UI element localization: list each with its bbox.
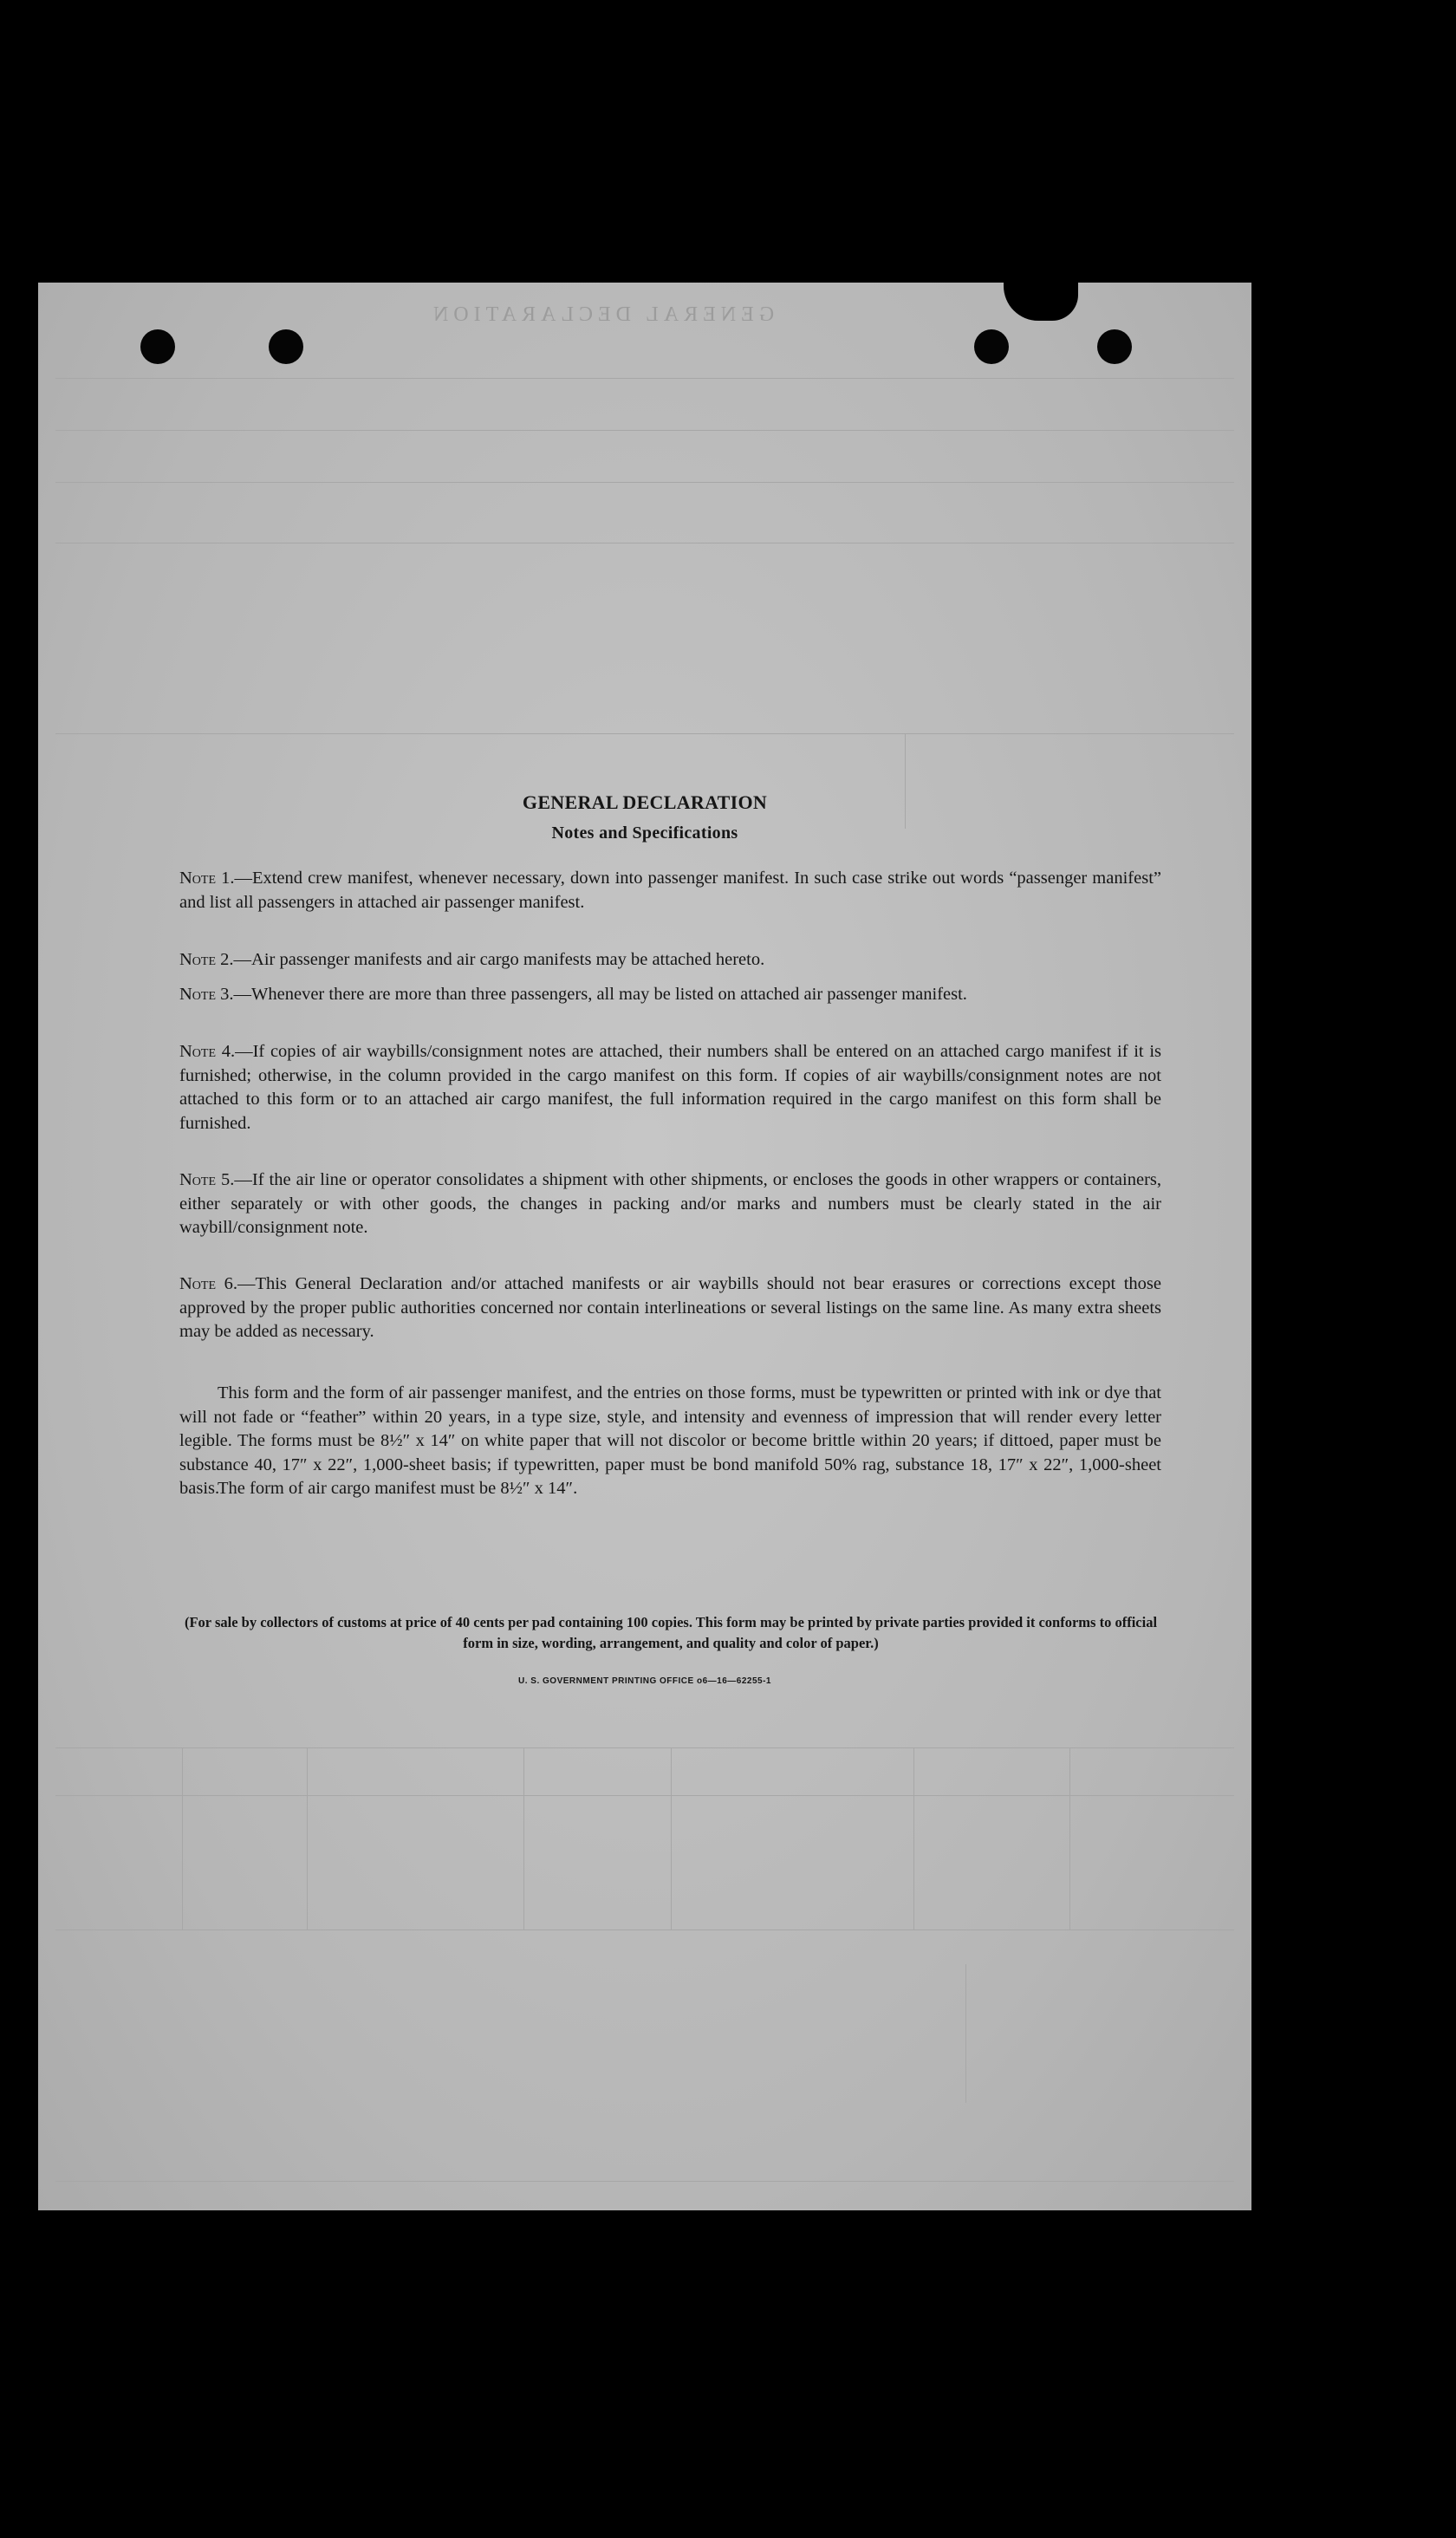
bleed-through-rule <box>55 2181 1234 2182</box>
document-subheading: Notes and Specifications <box>551 823 738 843</box>
note-text: —Whenever there are more than three passengers, all may be listed on attached air passenger manifest. <box>233 985 967 1004</box>
bleed-through-rule <box>182 1747 183 1930</box>
punch-hole <box>269 329 303 364</box>
cargo-size-line: The form of air cargo manifest must be 8½″ x 14″. <box>218 1479 578 1498</box>
bleed-through-rule <box>905 733 906 829</box>
note-text: —Extend crew manifest, whenever necessary, down into passenger manifest. In such case strike out words “passenger manifest” and list all passengers in attached air passenger manifest. <box>179 869 1161 912</box>
note-5 <box>179 1168 1161 1240</box>
note-2 <box>179 948 1161 973</box>
bleed-through-rule <box>1069 1747 1070 1930</box>
note-4 <box>179 1040 1161 1136</box>
document-heading: GENERAL DECLARATION <box>522 791 768 813</box>
note-6 <box>179 1272 1161 1344</box>
bleed-through-rule <box>55 482 1234 483</box>
note-text: —This General Declaration and/or attached manifests or air waybills should not bear erasures or corrections except those approved by the proper public authorities concerned nor contain interlineations or several listings on the same line. As many extra sheets may be added as necessary. <box>179 1274 1161 1341</box>
bleed-through-heading: GENERAL DECLARATION <box>428 303 775 326</box>
bleed-through-rule <box>55 430 1234 431</box>
document-sheet <box>38 283 1251 2210</box>
bleed-through-rule <box>55 378 1234 379</box>
note-text: —Air passenger manifests and air cargo manifests may be attached hereto. <box>233 950 765 969</box>
note-3 <box>179 983 1161 1007</box>
bleed-through-rule <box>55 1795 1234 1796</box>
bleed-through-rule <box>55 1747 1234 1748</box>
bleed-through-rule <box>671 1747 672 1930</box>
bleed-through-rule <box>965 1964 966 2103</box>
punch-hole <box>974 329 1009 364</box>
note-text: —If copies of air waybills/consignment notes are attached, their numbers shall be entered on an attached cargo manifest if it is furnished; otherwise, in the column provided in the cargo manifest on this form. If copies of air waybills/consignment notes are not attached to this form or to an attached air cargo manifest, the full information required in the cargo manifest on this form shall be furnished. <box>179 1042 1161 1133</box>
sale-notice: (For sale by collectors of customs at price of 40 cents per pad containing 100 copies. This form may be printed by private parties provided it conforms to official form in size, wording, arrangement, and quality and color of paper.) <box>184 1614 1158 1651</box>
punch-hole <box>140 329 175 364</box>
note-label: Note 5. <box>179 1170 235 1189</box>
note-label: Note 1. <box>179 869 235 888</box>
bleed-through-rule <box>523 1747 524 1930</box>
bleed-through-rule <box>55 733 1234 734</box>
bleed-through-rule <box>913 1747 914 1930</box>
note-1 <box>179 867 1161 914</box>
spec-paragraph: This form and the form of air passenger manifest, and the entries on those forms, must be typewritten or printed with ink or dye that will not fade or “feather” within 20 years, in a type size, style, and intensity and evenness of impression that will render every letter legible. The forms must be 8½″ x 14″ on white paper that will not discolor or become brittle within 20 years; if dittoed, paper must be substance 40, 17″ x 22″, 1,000-sheet basis; if typewritten, paper must be bond manifold 50% rag, substance 18, 17″ x 22″, 1,000-sheet basis. <box>179 1383 1161 1498</box>
bleed-through-rule <box>307 1747 308 1930</box>
printer-line: U. S. GOVERNMENT PRINTING OFFICE o6—16—62255-1 <box>518 1676 771 1686</box>
note-label: Note 2. <box>179 950 234 969</box>
note-label: Note 3. <box>179 985 234 1004</box>
punch-hole <box>1097 329 1132 364</box>
note-label: Note 6. <box>179 1274 237 1293</box>
note-label: Note 4. <box>179 1042 236 1061</box>
note-text: —If the air line or operator consolidates a shipment with other shipments, or encloses the goods in other wrappers or containers, either separately or with other goods, the changes in packing and/or marks and numbers must be clearly stated in the air waybill/consignment note. <box>179 1170 1161 1237</box>
